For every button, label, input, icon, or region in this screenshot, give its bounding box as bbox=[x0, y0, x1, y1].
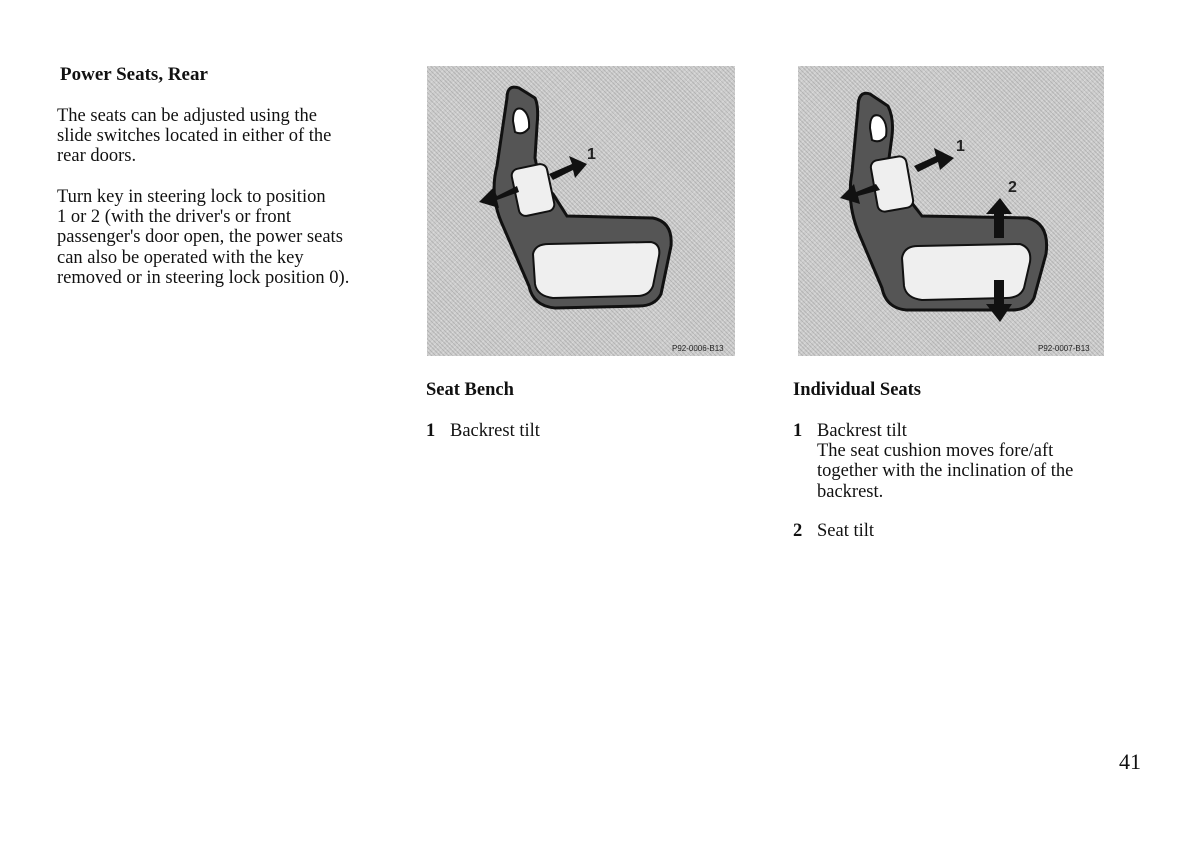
callout-1: 1 bbox=[587, 146, 596, 163]
section-title: Power Seats, Rear bbox=[60, 64, 208, 85]
callout-1: 1 bbox=[956, 138, 965, 155]
figure-code: P92-0006-B13 bbox=[672, 344, 724, 353]
list-item bbox=[793, 421, 1133, 505]
list-item bbox=[793, 521, 1133, 545]
intro-paragraph: The seats can be adjusted using the slide switches located in either of the rear doors. bbox=[57, 106, 332, 167]
individual-seats-title: Individual Seats bbox=[793, 380, 922, 400]
figure-code: P92-0007-B13 bbox=[1038, 344, 1090, 353]
seat-bench-switch-illustration bbox=[427, 66, 735, 356]
item-text: Backrest tilt bbox=[450, 421, 540, 441]
item-text: Seat tilt bbox=[817, 521, 875, 541]
item-text: Backrest tilt The seat cushion moves fore/aft together with the inclination of the backrest. bbox=[817, 421, 1074, 502]
instruction-paragraph: Turn key in steering lock to position 1 or 2 (with the driver's or front passenger's door open, the power seats can also be operated with the key removed or in steering lock position 0). bbox=[57, 187, 350, 288]
item-number: 2 bbox=[793, 521, 803, 541]
item-number: 1 bbox=[426, 421, 436, 441]
list-item bbox=[426, 421, 766, 445]
individual-seat-switch-illustration bbox=[798, 66, 1104, 356]
page-number: 41 bbox=[1119, 749, 1141, 774]
item-number: 1 bbox=[793, 421, 803, 441]
callout-2: 2 bbox=[1008, 179, 1017, 196]
seat-bench-title: Seat Bench bbox=[426, 380, 514, 400]
